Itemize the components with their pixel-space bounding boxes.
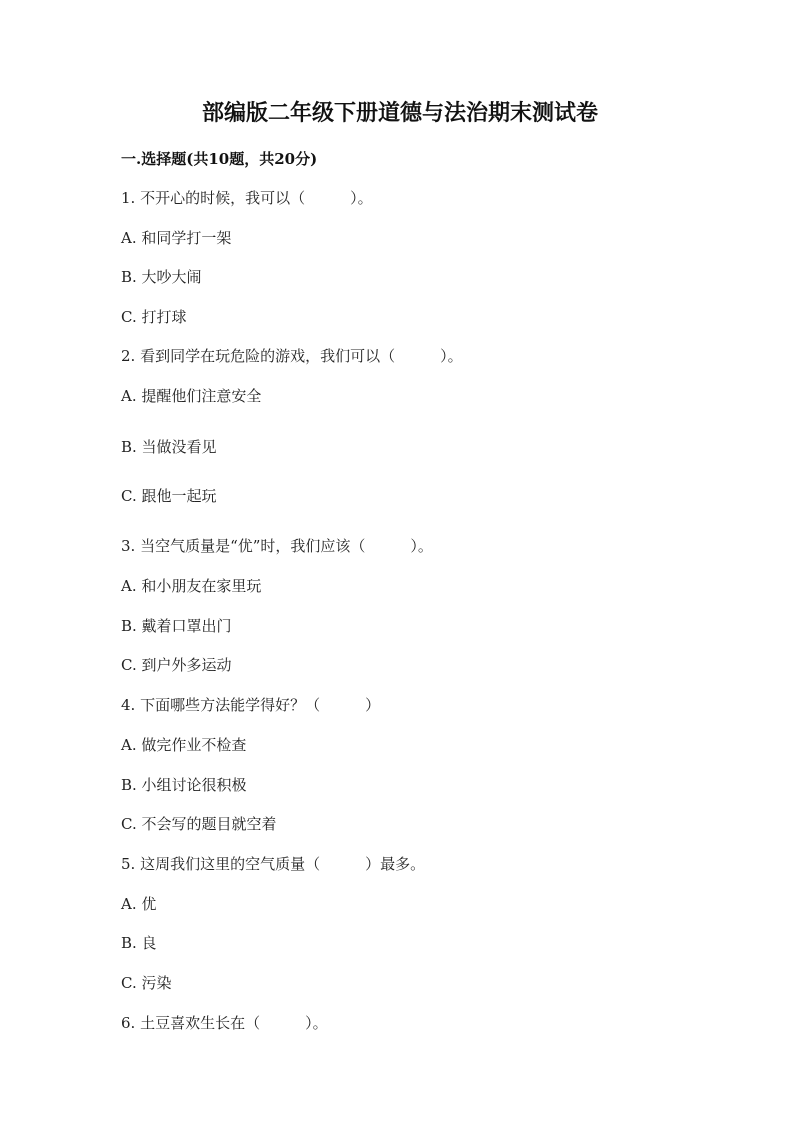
question-5-option-a: A. 优 — [121, 895, 157, 913]
question-4-stem: 4. 下面哪些方法能学得好？（ ） — [121, 696, 381, 714]
question-1-option-c: C. 打打球 — [121, 308, 187, 326]
question-2-option-c: C. 跟他一起玩 — [121, 487, 217, 505]
question-4-option-a: A. 做完作业不检查 — [121, 736, 247, 754]
question-3-option-c: C. 到户外多运动 — [121, 656, 232, 674]
question-5-option-b: B. 良 — [121, 934, 157, 952]
question-1-stem: 1. 不开心的时候，我可以（ ）。 — [121, 189, 373, 207]
exam-title: 部编版二年级下册道德与法治期末测试卷 — [201, 100, 598, 126]
question-2-option-a: A. 提醒他们注意安全 — [121, 387, 262, 405]
question-5-stem: 5. 这周我们这里的空气质量（ ）最多。 — [121, 855, 426, 873]
question-6-stem: 6. 土豆喜欢生长在（ ）。 — [121, 1014, 328, 1032]
section-heading: 一.选择题(共10题，共20分) — [121, 150, 318, 168]
question-3-option-b: B. 戴着口罩出门 — [121, 617, 232, 635]
question-4-option-b: B. 小组讨论很积极 — [121, 776, 247, 794]
question-5-option-c: C. 污染 — [121, 974, 172, 992]
question-1-option-b: B. 大吵大闹 — [121, 268, 202, 286]
question-4-option-c: C. 不会写的题目就空着 — [121, 815, 277, 833]
question-3-stem: 3. 当空气质量是“优”时，我们应该（ ）。 — [121, 537, 433, 555]
question-2-option-b: B. 当做没看见 — [121, 438, 217, 456]
question-1-option-a: A. 和同学打一架 — [121, 229, 232, 247]
question-2-stem: 2. 看到同学在玩危险的游戏，我们可以（ ）。 — [121, 347, 463, 365]
question-3-option-a: A. 和小朋友在家里玩 — [121, 577, 262, 595]
